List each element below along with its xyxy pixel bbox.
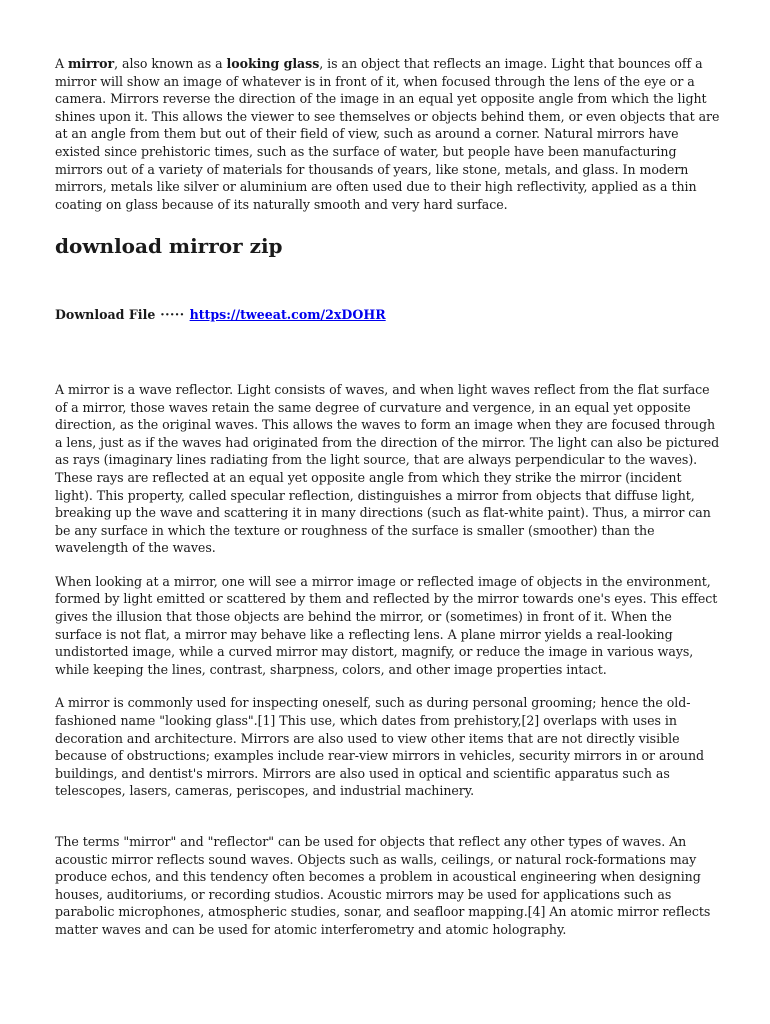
download-line [55,306,720,324]
intro-paragraph [55,55,720,213]
intro-term-mirror: mirror [68,56,115,71]
intro-term-looking-glass: looking glass [226,56,320,71]
paragraph-uses: A mirror is commonly used for inspecting oneself, such as during personal grooming; hence the old-fashioned name "looking glass".[1] This use, which dates from prehistory,[2] overlaps with uses in decoration and architecture. Mirrors are also used to view other items that are not directly visible because of obstructions; examples include rear-view mirrors in vehicles, security mirrors in or around buildings, and dentist's mirrors. Mirrors are also used in optical and scientific apparatus such as telescopes, lasers, cameras, periscopes, and industrial machinery. [55,695,705,799]
intro-text-a: A [55,56,68,71]
paragraph-mirror-image: When looking at a mirror, one will see a mirror image or reflected image of objects in the environment, formed by light emitted or scattered by them and reflected by the mirror towards one's eyes. This effect gives the illusion that those objects are behind the mirror, or (sometimes) in front of it. When the surface is not flat, a mirror may behave like a reflecting lens. A plane mirror yields a real-looking undistorted image, while a curved mirror may distort, magnify, or reduce the image in various ways, while keeping the lines, contrast, sharpness, colors, and other image properties intact. [55,573,718,677]
page-heading: download mirror zip [55,234,283,259]
intro-text-b: , also known as a [114,56,227,71]
intro-text-c: , is an object that reflects an image. Light that bounces off a mirror will show an image of whatever is in front of it, when focused through the lens of the eye or a camera. Mirrors reverse the direction of the image in an equal yet opposite angle from which the light shines upon it. This allows the viewer to see themselves or objects behind them, or even objects that are at an angle from them but out of their field of view, such as around a corner. Natural mirrors have existed since prehistoric times, such as the surface of water, but people have been manufacturing mirrors out of a variety of materials for thousands of years, like stone, metals, and glass. In modern mirrors, metals like silver or aluminium are often used due to their high reflectivity, applied as a thin coating on glass because of its naturally smooth and very hard surface. [55,56,720,212]
download-separator: ····· [155,307,190,323]
paragraph-other-waves: The terms "mirror" and "reflector" can be used for objects that reflect any other types of waves. An acoustic mirror reflects sound waves. Objects such as walls, ceilings, or natural rock-formations may produce echos, and this tendency often becomes a problem in acoustical engineering when designing houses, auditoriums, or recording studios. Acoustic mirrors may be used for applications such as parabolic microphones, atmospheric studies, sonar, and seafloor mapping.[4] An atomic mirror reflects matter waves and can be used for atomic interferometry and atomic holography. [55,834,711,937]
paragraph-wave-reflector: A mirror is a wave reflector. Light consists of waves, and when light waves reflect from the flat surface of a mirror, those waves retain the same degree of curvature and vergence, in an equal yet opposite direction, as the original waves. This allows the waves to form an image when they are focused through a lens, just as if the waves had originated from the direction of the mirror. The light can also be pictured as rays (imaginary lines radiating from the light source, that are always perpendicular to the waves). These rays are reflected at an equal yet opposite angle from which they strike the mirror (incident light). This property, called specular reflection, distinguishes a mirror from objects that diffuse light, breaking up the wave and scattering it in many directions (such as flat-white paint). Thus, a mirror can be any surface in which the texture or roughness of the surface is smaller (smoother) than the wavelength of the waves. [55,381,720,556]
download-label: Download File [55,307,156,323]
document-page [55,55,720,939]
download-link[interactable]: https://tweeat.com/2xDOHR [189,307,386,323]
